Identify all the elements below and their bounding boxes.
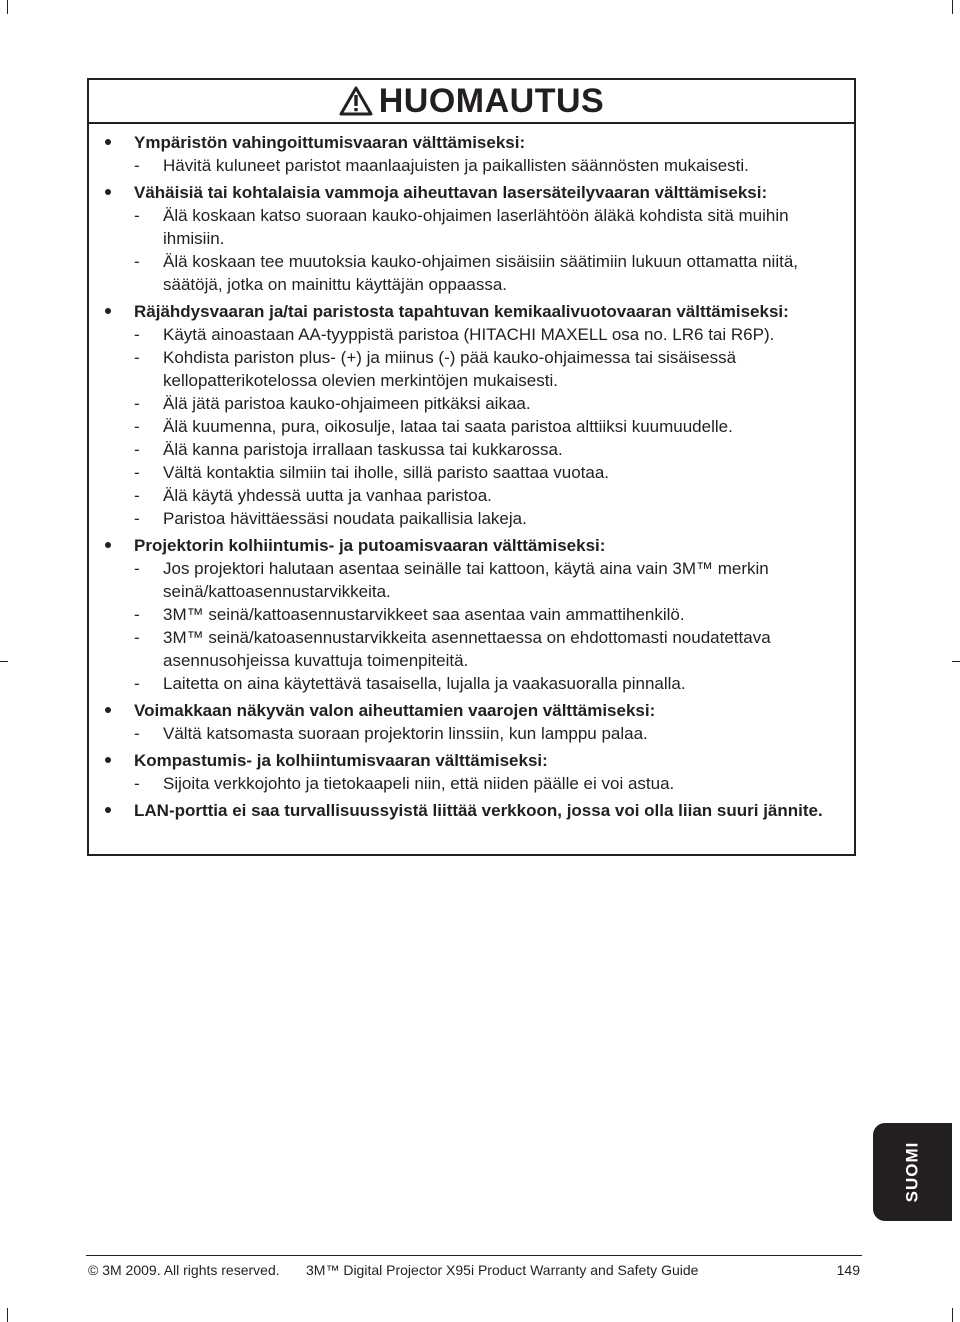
list-item-text: Älä koskaan katso suoraan kauko-ohjaimen laserlähtöön äläkä kohdista sitä muihin ihmisiin. bbox=[163, 206, 789, 248]
bullet-icon bbox=[105, 139, 111, 145]
dash-marker: - bbox=[134, 774, 140, 793]
bullet-icon bbox=[105, 308, 111, 314]
dash-marker: - bbox=[134, 206, 140, 225]
section-heading: Vähäisiä tai kohtalaisia vammoja aiheuttavan lasersäteilyvaaran välttämiseksi: bbox=[134, 183, 768, 202]
list-item bbox=[134, 461, 834, 484]
list-item bbox=[134, 204, 834, 250]
dash-marker: - bbox=[134, 156, 140, 175]
crop-mark-top-left bbox=[7, 0, 8, 14]
dash-marker: - bbox=[134, 440, 140, 459]
dash-marker: - bbox=[134, 325, 140, 344]
list-item-text: Älä kanna paristoja irrallaan taskussa tai kukkarossa. bbox=[163, 440, 563, 459]
dash-marker: - bbox=[134, 605, 140, 624]
list-item bbox=[134, 415, 834, 438]
list-item bbox=[134, 626, 834, 672]
notice-section bbox=[105, 181, 834, 296]
section-heading: Voimakkaan näkyvän valon aiheuttamien vaarojen välttämiseksi: bbox=[134, 701, 656, 720]
notice-header bbox=[89, 80, 854, 124]
page-number: 149 bbox=[836, 1262, 860, 1278]
dash-marker: - bbox=[134, 674, 140, 693]
section-heading: Ympäristön vahingoittumisvaaran välttämiseksi: bbox=[134, 133, 526, 152]
notice-section bbox=[105, 699, 834, 745]
list-item bbox=[134, 250, 834, 296]
crop-mark-bottom-left bbox=[7, 1308, 8, 1322]
list-item bbox=[134, 346, 834, 392]
list-item-text: Älä kuumenna, pura, oikosulje, lataa tai saata paristoa alttiiksi kuumuudelle. bbox=[163, 417, 733, 436]
list-item bbox=[134, 603, 834, 626]
footer-copyright: © 3M 2009. All rights reserved. bbox=[88, 1262, 280, 1278]
footer-document-title: 3M™ Digital Projector X95i Product Warranty and Safety Guide bbox=[306, 1262, 699, 1278]
notice-content bbox=[89, 124, 854, 822]
dash-marker: - bbox=[134, 628, 140, 647]
section-heading: Projektorin kolhiintumis- ja putoamisvaaran välttämiseksi: bbox=[134, 536, 606, 555]
list-item-text: Kohdista pariston plus- (+) ja miinus (-) pää kauko-ohjaimessa tai sisäisessä kellopatterikotelossa olevien merkintöjen mukaisesti. bbox=[163, 348, 737, 390]
list-item bbox=[134, 438, 834, 461]
list-item-text: Jos projektori halutaan asentaa seinälle tai kattoon, käytä aina vain 3M™ merkin seinä/kattoasennustarvikkeita. bbox=[163, 559, 769, 601]
crop-mark-mid-right bbox=[952, 661, 960, 662]
list-item bbox=[134, 484, 834, 507]
page-footer bbox=[88, 1262, 860, 1278]
list-item bbox=[134, 392, 834, 415]
footer-rule bbox=[86, 1255, 862, 1256]
section-heading: LAN-porttia ei saa turvallisuussyistä liittää verkkoon, jossa voi olla liian suuri jännite. bbox=[134, 801, 823, 820]
list-item-text: Sijoita verkkojohto ja tietokaapeli niin, että niiden päälle ei voi astua. bbox=[163, 774, 675, 793]
dash-marker: - bbox=[134, 394, 140, 413]
notice-section bbox=[105, 799, 834, 822]
language-tab bbox=[873, 1123, 952, 1221]
list-item-text: Älä käytä yhdessä uutta ja vanhaa paristoa. bbox=[163, 486, 492, 505]
bullet-icon bbox=[105, 807, 111, 813]
list-item-text: Vältä katsomasta suoraan projektorin linssiin, kun lamppu palaa. bbox=[163, 724, 648, 743]
bullet-icon bbox=[105, 707, 111, 713]
list-item bbox=[134, 323, 834, 346]
list-item bbox=[134, 507, 834, 530]
list-item-text: Laitetta on aina käytettävä tasaisella, lujalla ja vaakasuoralla pinnalla. bbox=[163, 674, 686, 693]
dash-marker: - bbox=[134, 559, 140, 578]
dash-marker: - bbox=[134, 348, 140, 367]
notice-section bbox=[105, 749, 834, 795]
bullet-icon bbox=[105, 757, 111, 763]
list-item bbox=[134, 672, 834, 695]
notice-title: HUOMAUTUS bbox=[378, 81, 605, 120]
list-item bbox=[134, 154, 834, 177]
notice-section bbox=[105, 534, 834, 695]
bullet-icon bbox=[105, 189, 111, 195]
crop-mark-bottom-right bbox=[952, 1308, 953, 1322]
section-heading: Räjähdysvaaran ja/tai paristosta tapahtuvan kemikaalivuotovaaran välttämiseksi: bbox=[134, 302, 789, 321]
list-item bbox=[134, 557, 834, 603]
list-item-text: Älä jätä paristoa kauko-ohjaimeen pitkäksi aikaa. bbox=[163, 394, 531, 413]
language-tab-label: SUOMI bbox=[902, 1141, 922, 1203]
caution-notice-box bbox=[87, 78, 856, 856]
list-item-text: 3M™ seinä/katoasennustarvikkeita asennettaessa on ehdottomasti noudatettava asennusohjeissa kuvattuja toimenpiteitä. bbox=[163, 628, 771, 670]
dash-marker: - bbox=[134, 509, 140, 528]
section-heading: Kompastumis- ja kolhiintumisvaaran välttämiseksi: bbox=[134, 751, 548, 770]
list-item-text: Paristoa hävittäessäsi noudata paikallisia lakeja. bbox=[163, 509, 527, 528]
list-item-text: Älä koskaan tee muutoksia kauko-ohjaimen sisäisiin säätimiin lukuun ottamatta niitä, säätöjä, jotka on mainittu käyttäjän oppaassa. bbox=[163, 252, 798, 294]
notice-section bbox=[105, 300, 834, 530]
list-item bbox=[134, 772, 834, 795]
list-item-text: Vältä kontaktia silmiin tai iholle, sillä paristo saattaa vuotaa. bbox=[163, 463, 610, 482]
crop-mark-top-right bbox=[952, 0, 953, 14]
dash-marker: - bbox=[134, 417, 140, 436]
warning-triangle-icon bbox=[339, 86, 373, 116]
list-item-text: 3M™ seinä/kattoasennustarvikkeet saa asentaa vain ammattihenkilö. bbox=[163, 605, 685, 624]
dash-marker: - bbox=[134, 252, 140, 271]
list-item-text: Hävitä kuluneet paristot maanlaajuisten ja paikallisten säännösten mukaisesti. bbox=[163, 156, 749, 175]
dash-marker: - bbox=[134, 724, 140, 743]
bullet-icon bbox=[105, 542, 111, 548]
list-item-text: Käytä ainoastaan AA-tyyppistä paristoa (HITACHI MAXELL osa no. LR6 tai R6P). bbox=[163, 325, 775, 344]
dash-marker: - bbox=[134, 486, 140, 505]
list-item bbox=[134, 722, 834, 745]
notice-section bbox=[105, 131, 834, 177]
crop-mark-mid-left bbox=[0, 661, 8, 662]
dash-marker: - bbox=[134, 463, 140, 482]
